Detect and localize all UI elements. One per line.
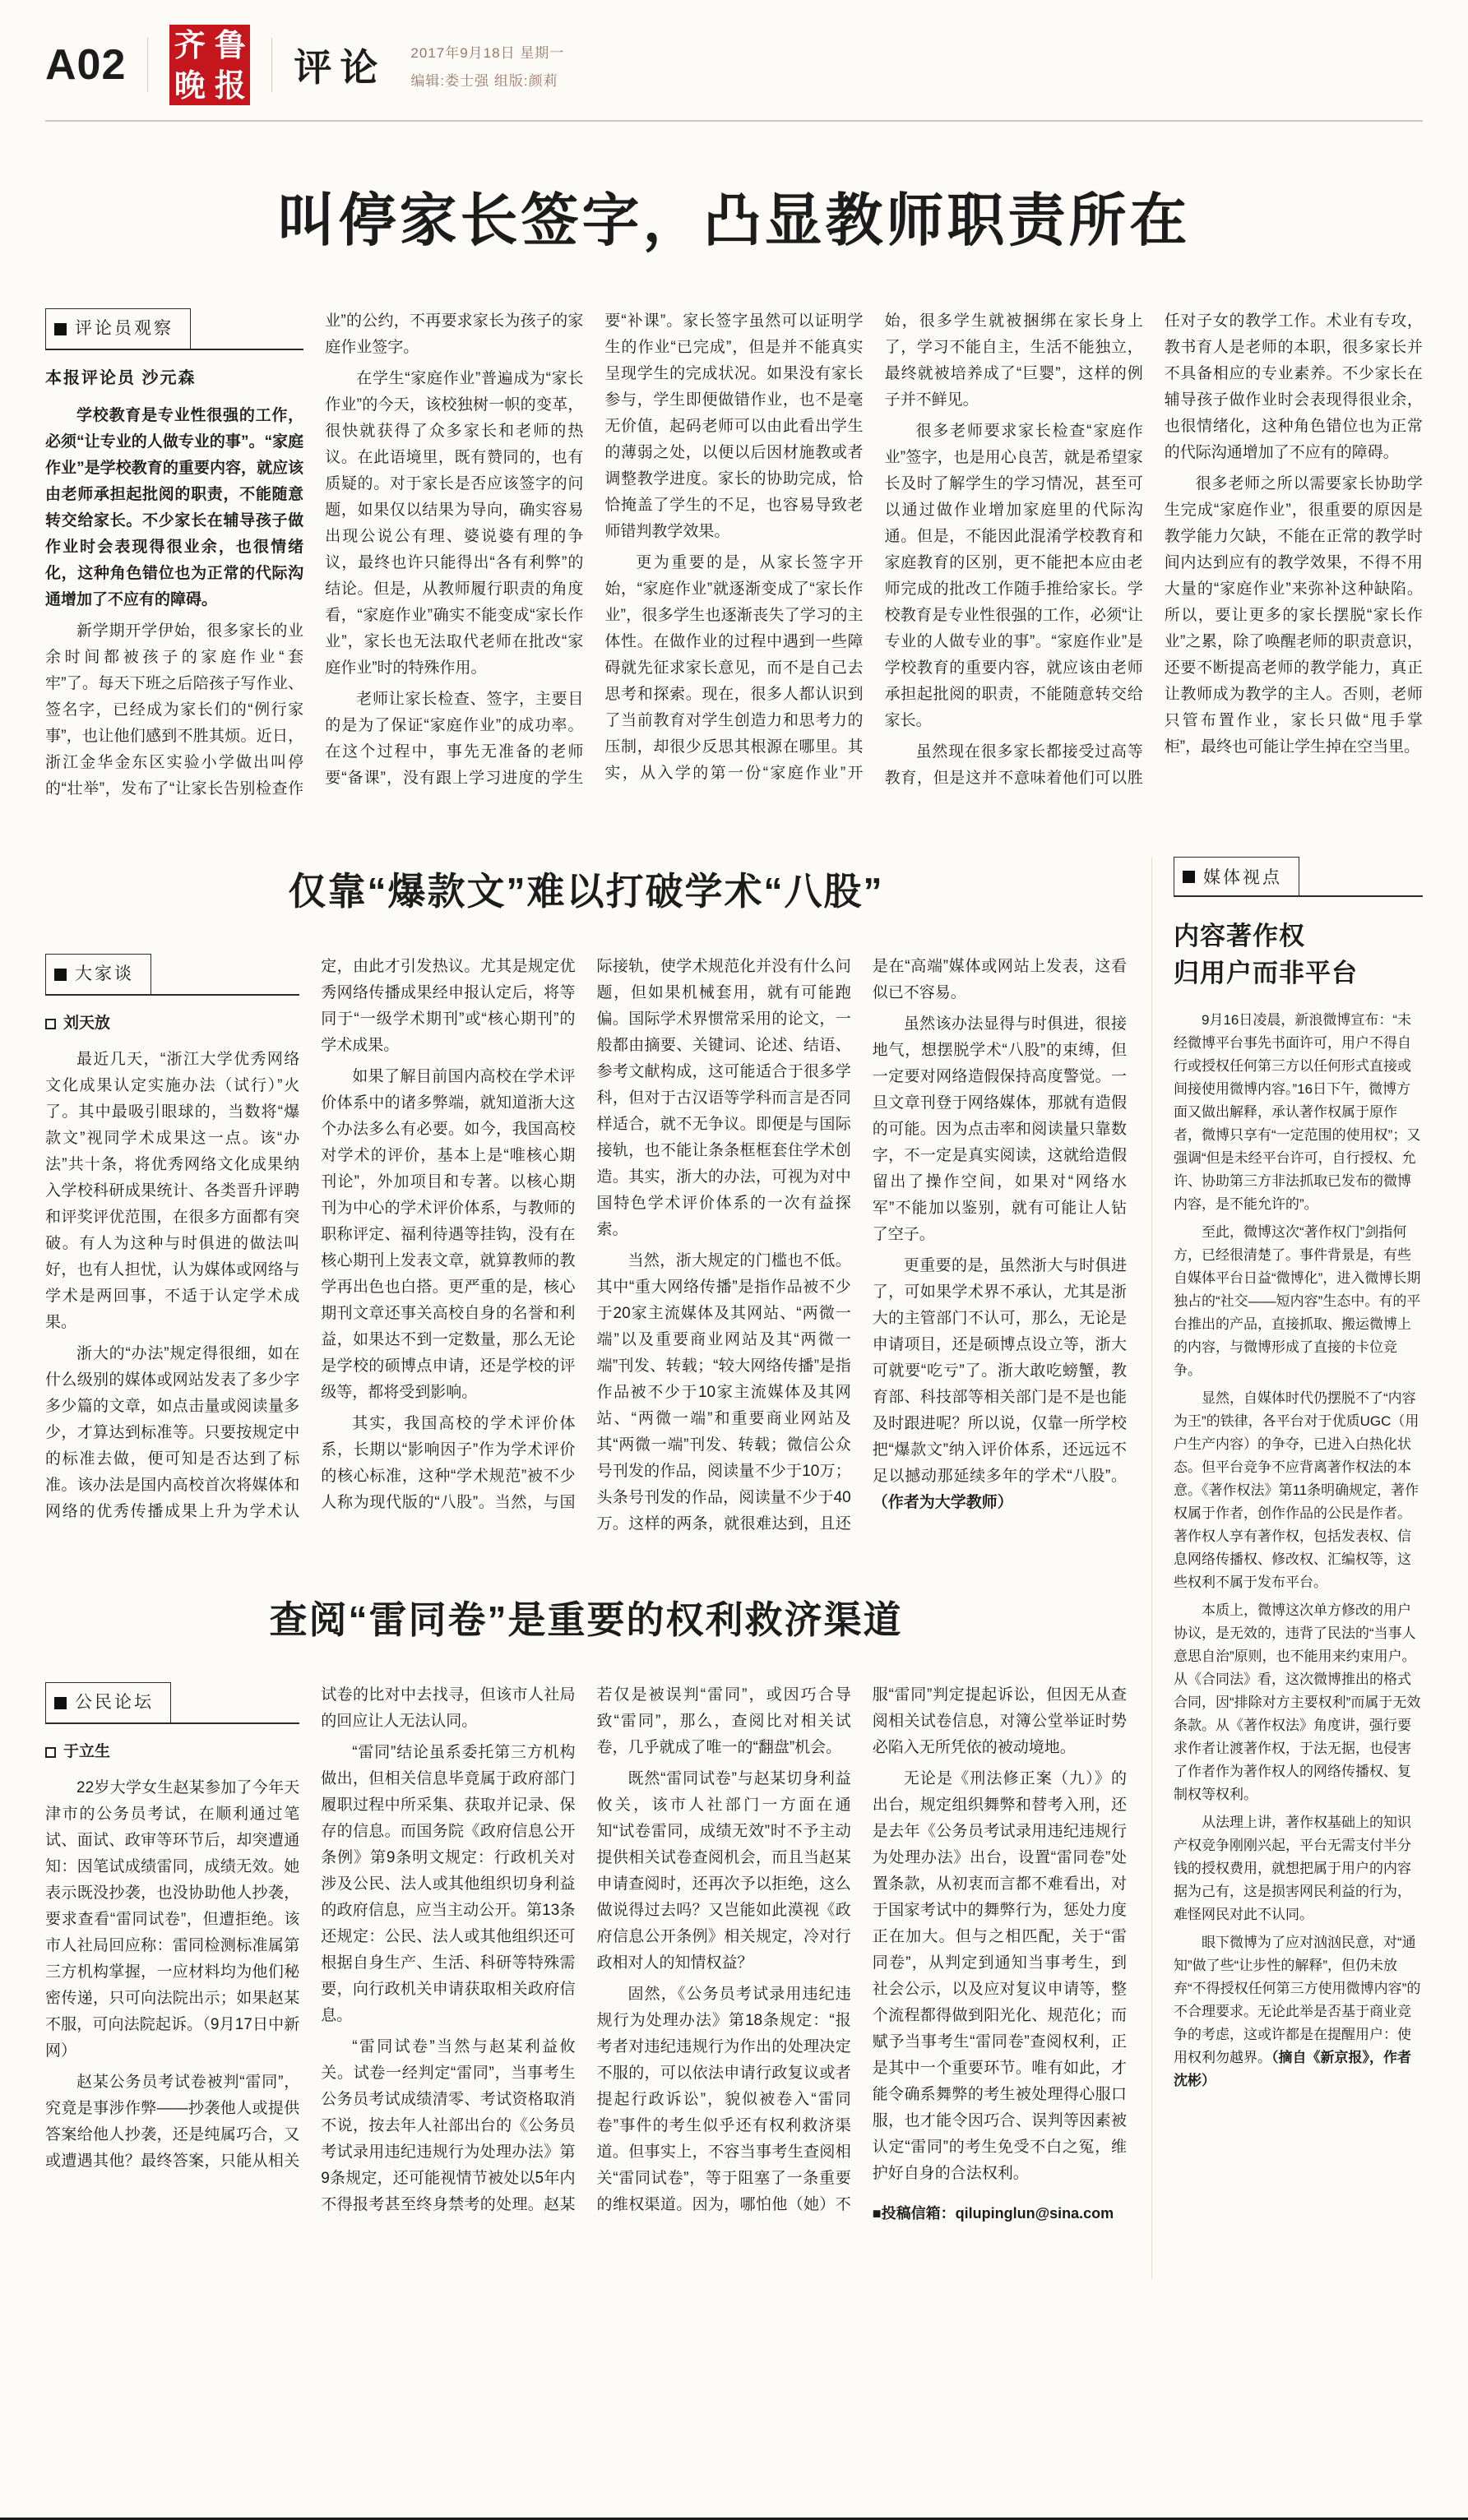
header-divider bbox=[147, 38, 148, 92]
main-column-area bbox=[45, 857, 1127, 2279]
author-name: 于立生 bbox=[63, 1743, 111, 1760]
body-paragraph: 新学期开学伊始，很多家长的业余时间都被孩子的家庭作业“套牢”了。每天下班之后陪孩子写作业、签名字，已经成为家长们的“例行家事”，也让他们感到不胜其烦。近日，浙江金华金东区实验小学做出叫停的“壮举”，发布了“让家长告别检查作业”的公约，不再要求家长为孩子的家庭作业签字。 bbox=[45, 312, 584, 798]
sidebar-title-line1: 内容著作权 bbox=[1174, 922, 1305, 950]
article-2-body bbox=[45, 954, 1127, 1537]
body-paragraph: 无论是《刑法修正案（九）》的出台，规定组织舞弊和替考入刑，还是去年《公务员考试录用违纪违规行为处理办法》出台，设置“雷同卷”处置条款，从初衷而言都不难看出，对于国家考试中的舞弊行为，惩处力度正在加大。但与之相匹配，关于“雷同卷”，从判定到通知当事考生，到社会公示，以及应对复议申请等，整个流程都得做到阳光化、规范化；而赋予当事考生“雷同卷”查阅权利，正是其中一个重要环节。唯有如此，才能令确系舞弊的考生被处理得心服口服，也才能令因巧合、误判等因素被认定“雷同”的考生免受不白之冤，维护好自身的合法权利。 bbox=[872, 1770, 1127, 2182]
header-divider bbox=[271, 38, 272, 92]
body-paragraph: 赵某公务员考试卷被判“雷同”，究竟是事涉作弊——抄袭他人或提供答案给他人抄袭，还是纯属巧合，又或遭遇其他？最终答案，只能从相关试卷的比对中去找寻，但该市人社局的回应让人无法认同。 bbox=[45, 1686, 576, 2170]
body-paragraph: 本质上，微博这次单方修改的用户协议，是无效的，违背了民法的“当事人意思自治”原则，也不能用来约束用户。从《合同法》看，这次微博推出的格式合同，因“排除对方主要权利”而属于无效条款。从《著作权法》角度讲，强行要求作者让渡著作权，于法无据，也侵害了作者作为著作权人的网络传播权、复制权等权利。 bbox=[1174, 1602, 1421, 1802]
body-paragraph: 最近几天，“浙江大学优秀网络文化成果认定实施办法（试行）”火了。其中最吸引眼球的，当数将“爆款文”视同学术成果这一点。该“办法”共十条，将优秀网络文化成果纳入学校科研成果统计、各类晋升评聘和评奖评优范围，在很多方面都有突破。有人为这种与时俱进的做法叫好，也有人担忧，认为媒体或网络与学术是两回事，不适于认定学术成果。 bbox=[45, 1051, 300, 1331]
article-1-headline: 叫停家长签字，凸显教师职责所在 bbox=[277, 188, 1191, 252]
body-paragraph: 既然“雷同试卷”与赵某切身利益攸关，该市人社部门一方面在通知“试卷雷同，成绩无效”时不予主动提供相关试卷查阅机会，而且当赵某申请查阅时，还再次予以拒绝，这么做说得过去吗？又岂能如此漠视《政府信息公开条例》相关规定，冷对行政相对人的知情权益？ bbox=[596, 1770, 851, 1972]
body-paragraph: “雷同”结论虽系委托第三方机构做出，但相关信息毕竟属于政府部门履职过程中所采集、获取并记录、保存的信息。而国务院《政府信息公开条例》第9条明文规定：行政机关对涉及公民、法人或其他组织切身利益的政府信息，应当主动公开。第13条还规定：公民、法人或其他组织还可根据自身生产、生活、科研等特殊需要，向行政机关申请获取相关政府信息。 bbox=[321, 1744, 576, 2024]
article-3-label-row bbox=[45, 1682, 299, 1724]
body-paragraph: 22岁大学女生赵某参加了今年天津市的公务员考试，在顺利通过笔试、面试、政审等环节后，却突遭通知：因笔试成绩雷同，成绩无效。她表示既没抄袭，也没协助他人抄袭，要求查看“雷同试卷”，但遭拒绝。该市人社局回应称：雷同检测标准属第三方机构掌握，一应材料均为他们秘密传递，只可向法院出示；如果赵某不服，可向法院起诉。（9月17日中新网） bbox=[45, 1779, 300, 2060]
article-2-label-box bbox=[45, 954, 151, 994]
page-number: A02 bbox=[45, 41, 127, 89]
sidebar-section-label: 媒体视点 bbox=[1203, 868, 1282, 887]
body-paragraph: 至此，微博这次“著作权门”剑指何方，已经很清楚了。事件背景是，有些自媒体平台日益“微博化”，进入微博长期独占的“社交——短内容”生态中。有的平台推出的产品，直接抓取、搬运微博上的内容，与微博形成了直接的卡位竞争。 bbox=[1174, 1223, 1421, 1378]
body-paragraph-text: 眼下微博为了应对汹汹民意，对“通知”做了些“让步性的解释”，但仍未放弃“不得授权任何第三方使用微博内容”的不合理要求。无论此举是否基于商业竞争的考虑，这或许都是在提醒用户：使用权利勿越界。 bbox=[1174, 1934, 1421, 2065]
masthead-char: 鲁 bbox=[214, 25, 246, 63]
body-paragraph: 虽然现在很多家长都接受过高等教育，但是这并不意味着他们可以胜任对子女的教学工作。术业有专攻，教书育人是老师的本职，很多家长并不具备相应的专业素养。不少家长在辅导孩子做作业时会表现得很业余，也很情绪化，这种角色错位也为正常的代际沟通增加了不应有的障碍。 bbox=[884, 312, 1423, 787]
article-1-section-label: 评论员观察 bbox=[75, 319, 174, 338]
date-text: 2017年9月18日 星期一 bbox=[410, 44, 565, 61]
body-paragraph: 当然，浙大规定的门槛也不低。其中“重大网络传播”是指作品被不少于20家主流媒体及其网站、“两微一端”以及重要商业网站及其“两微一端”刊发、转载；“较大网络传播”是指作品被不少于10家主流媒体及其网站、“两微一端”和重要商业网站及其“两微一端”刊发、转载；微信公众号刊发的作品，阅读量不少于10万；头条号刊发的作品，阅读量不少于40万。这样的两条，就很难达到，且还是在“高端”媒体或网站上发表，这看似已不容易。 bbox=[596, 958, 1127, 1533]
masthead-char: 齐 bbox=[174, 25, 206, 63]
body-paragraph: 从法理上讲，著作权基础上的知识产权竞争刚刚兴起，平台无需支付半分钱的授权费用，就想把属于用户的内容据为己有，这是损害网民利益的行为，难怪网民对此不认同。 bbox=[1174, 1814, 1411, 1922]
body-paragraph: 9月16日凌晨，新浪微博宣布：“未经微博平台事先书面许可，用户不得自行或授权任何第三方以任何形式直接或间接使用微博内容。”16日下午，微博方面又做出解释，承认著作权属于原作者，微博只享有“一定范围的使用权”；又强调“但是未经平台许可，自行授权、允许、协助第三方非法抓取已发布的微博内容，是不能允许的”。 bbox=[1174, 1011, 1421, 1212]
article-2-section-label: 大家谈 bbox=[75, 964, 134, 983]
article-1-label-box bbox=[45, 308, 191, 349]
article-1-byline: 本报评论员 沙元森 bbox=[45, 369, 197, 387]
submission-email: ■投稿信箱：qilupinglun@sina.com bbox=[872, 2205, 1114, 2222]
article-3-body bbox=[45, 1682, 1127, 2226]
article-2 bbox=[45, 862, 1127, 1537]
author-note: （作者为大学教师） bbox=[872, 1494, 1013, 1511]
masthead-logo bbox=[169, 25, 250, 105]
sidebar-title-line2: 归用户而非平台 bbox=[1174, 958, 1358, 987]
sidebar-title bbox=[1174, 918, 1423, 992]
lower-region bbox=[45, 857, 1423, 2279]
body-paragraph: 如果了解目前国内高校在学术评价体系中的诸多弊端，就知道浙大这个办法多么有必要。如今，我国高校对学术的评价，基本上是“唯核心期刊论”，外加项目和专著。以核心期刊为中心的学术评价体系，与教师的职称评定、福利待遇等挂钩，没有在核心期刊上发表文章，就算教师的教学再出色也白搭。更严重的是，核心期刊文章还事关高校自身的名誉和利益，如果达不到一定数量，那么无论是学校的硕博点申请，还是学校的评级等，都将受到影响。 bbox=[321, 1068, 576, 1401]
label-square-icon bbox=[54, 969, 67, 981]
article-3 bbox=[45, 1590, 1127, 2226]
masthead-char: 报 bbox=[214, 66, 246, 104]
body-paragraph: 其实，我国高校的学术评价体系，长期以“影响因子”作为学术评价的核心标准，这种“学术规范”被不少人称为现代版的“八股”。当然，与国际接轨，使学术规范化并没有什么问题，但如果机械套用，就有可能跑偏。国际学术界惯常采用的论文，一般都由摘要、关键词、论述、结语、参考文献构成，这可能适合于很多学科，但对于古汉语等学科而言是否同样适合，就不无争议。即便是与国际接轨，也不能让条条框框套住学术创造。其实，浙大的办法，可视为对中国特色学术评价体系的一次有益探索。 bbox=[321, 958, 851, 1511]
body-paragraph: “雷同试卷”当然与赵某利益攸关。试卷一经判定“雷同”，当事考生公务员考试成绩清零、考试资格取消不说，按去年人社部出台的《公务员考试录用违纪违规行为处理办法》第9条规定，还可能视情节被处以5年内不得报考甚至终身禁考的处理。赵某若仅是被误判“雷同”，或因巧合导致“雷同”，那么，查阅比对相关试卷，几乎就成了唯一的“翻盘”机会。 bbox=[321, 1686, 851, 2213]
body-paragraph: 显然，自媒体时代仍摆脱不了“内容为王”的铁律，各平台对于优质UGC（用户生产内容）的争夺，已进入白热化状态。但平台竞争不应背离著作权法的本意。《著作权法》第11条明确规定，著作权属于作者，创作作品的公民是作者。著作权人享有著作权，包括发表权、信息网络传播权、修改权、汇编权等，这些权利不属于发布平台。 bbox=[1174, 1389, 1419, 1590]
date-block bbox=[410, 41, 564, 90]
article-2-headline: 仅靠“爆款文”难以打破学术“八股” bbox=[288, 870, 884, 913]
article-3-headline: 查阅“雷同卷”是重要的权利救济渠道 bbox=[269, 1598, 903, 1641]
label-square-icon bbox=[1183, 871, 1195, 883]
sidebar-label-row bbox=[1174, 857, 1423, 897]
masthead-char: 晚 bbox=[174, 66, 206, 104]
body-paragraph: 浙大的“办法”规定得很细，如在什么级别的媒体或网站发表了多少字多少篇的文章，如点击量或阅读量多少，才算达到标准等。只要按规定中的标准去做，便可知是否达到了标准。该办法是国内高校首次将媒体和网络的优秀传播成果上升为学术认定，由此才引发热议。尤其是规定优秀网络传播成果经申报认定后，将等同于“一级学术期刊”或“核心期刊”的学术成果。 bbox=[45, 958, 576, 1520]
article-2-label-row bbox=[45, 954, 299, 996]
body-paragraph: 老师让家长检查、签字，主要目的是为了保证“家庭作业”的成功率。在这个过程中，事先无准备的老师要“备课”，没有跟上学习进度的学生要“补课”。家长签字虽然可以证明学生的作业“已完成”，但是并不能真实呈现学生的完成状况。如果没有家长参与，学生即便做错作业，也不是毫无价值，起码老师可以由此看出学生的薄弱之处，以便以后因材施教或者调整教学进度。家长的协助完成，恰恰掩盖了学生的不足，也容易导致老师错判教学效果。 bbox=[325, 312, 864, 787]
page-header bbox=[45, 21, 1423, 122]
author-name: 刘天放 bbox=[63, 1015, 111, 1032]
body-paragraph bbox=[1174, 1931, 1423, 2092]
editors-text: 编辑:娄士强 组版:颜莉 bbox=[410, 72, 558, 89]
body-paragraph: 在学生“家庭作业”普遍成为“家长作业”的今天，该校独树一帜的变革，很快就获得了众多家长和老师的热议。在此语境里，既有赞同的，也有质疑的。对于家长是否应该签字的问题，如果仅以结果为导向，确实容易出现公说公有理、婆说婆有理的争议，最终也许只能得出“各有利弊”的结论。但是，从教师履行职责的角度看，“家庭作业”确实不能变成“家长作业”，家长也无法取代老师在批改“家庭作业”时的特殊作用。 bbox=[325, 370, 584, 677]
source-note: （摘自《新京报》，作者沈彬） bbox=[1174, 2049, 1411, 2088]
article-3-label-box bbox=[45, 1682, 171, 1722]
section-title: 评论 bbox=[294, 46, 387, 89]
body-paragraph-text: 更重要的是，虽然浙大与时俱进了，可如果学术界不承认，尤其是浙大的主管部门不认可，那么，无论是申请项目，还是硕博点设立等，浙大可就要“吃亏”了。浙大敢吃螃蟹，教育部、科技部等相关部门是不是也能及时跟进呢？所以说，仅靠一所学校把“爆款文”纳入评价体系，还远远不足以撼动那延续多年的学术“八股”。 bbox=[872, 1257, 1127, 1485]
body-paragraph bbox=[873, 1253, 1127, 1516]
article-1-lead-paragraph: 学校教育是专业性很强的工作，必须“让专业的人做专业的事”。“家庭作业”是学校教育的重要内容，就应该由老师承担起批阅的职责，不能随意转交给家长。不少家长在辅导孩子做作业时会表现得很业余，也很情绪化，这种角色错位也为正常的代际沟通增加了不应有的障碍。 bbox=[45, 407, 304, 608]
body-paragraph: 很多老师要求家长检查“家庭作业”签字，也是用心良苦，就是希望家长及时了解学生的学习情况，甚至可以通过做作业增加家庭里的代际沟通。但是，不能因此混淆学校教育和家庭教育的区别，更不能把本应由老师完成的批改工作随手推给家长。学校教育是专业性很强的工作，必须“让专业的人做专业的事”。“家庭作业”是学校教育的重要内容，就应该由老师承担起批阅的职责，不能随意转交给家长。 bbox=[884, 423, 1143, 729]
body-paragraph: 固然，《公务员考试录用违纪违规行为处理办法》第18条规定：“报考者对违纪违规行为作出的处理决定不服的，可以依法申请行政复议或者提起行政诉讼”，貌似被卷入“雷同卷”事件的考生似乎还有权利救济渠道。但事实上，不容当事考生查阅相关“雷同试卷”，等于阻塞了一条重要的维权渠道。因为，哪怕他（她）不服“雷同”判定提起诉讼，但因无从查阅相关试卷信息，对簿公堂举证时势必陷入无所凭依的被动境地。 bbox=[596, 1686, 1127, 2213]
article-1-label-row bbox=[45, 308, 303, 350]
body-paragraph: 虽然该办法显得与时俱进，很接地气，想摆脱学术“八股”的束缚，但一定要对网络造假保持高度警觉。一旦文章刊登于网络媒体，那就有造假的可能。因为点击率和阅读量只靠数字，不一定是真实阅读，这就给造假留出了操作空间，如果对“网络水军”不能加以鉴别，就有可能让人钻了空子。 bbox=[872, 1015, 1127, 1243]
body-paragraph: 很多老师之所以需要家长协助学生完成“家庭作业”，很重要的原因是教学能力欠缺，不能在正常的教学时间内达到应有的教学效果，不得不用大量的“家庭作业”来弥补这种缺陷。所以，要让更多的家长摆脱“家长作业”之累，除了唤醒老师的职责意识，还要不断提高老师的教学能力，真正让教师成为教学的主人。否则，老师只管布置作业，家长只做“甩手掌柜”，最终也可能让学生掉在空当里。 bbox=[1164, 475, 1423, 756]
label-square-icon bbox=[54, 1697, 67, 1709]
sidebar-label-box bbox=[1174, 857, 1299, 895]
article-3-author bbox=[45, 1739, 299, 1765]
article-2-author bbox=[45, 1010, 299, 1037]
author-square-icon bbox=[45, 1747, 56, 1758]
media-viewpoint-sidebar bbox=[1151, 857, 1423, 2279]
author-square-icon bbox=[45, 1019, 56, 1029]
article-1-body bbox=[45, 308, 1423, 802]
label-square-icon bbox=[54, 323, 67, 335]
body-paragraph: 更为重要的是，从家长签字开始，“家庭作业”就逐渐变成了“家长作业”，很多学生也逐渐丧失了学习的主体性。在做作业的过程中遇到一些障碍就先征求家长意见，而不是自己去思考和探索。现在，很多人都认识到了当前教育对学生创造力和思考力的压制，却很少反思其根源在哪里。其实，从入学的第一份“家庭作业”开始，很多学生就被捆绑在家长身上了，学习不能自主，生活不能独立，最终就被培养成了“巨婴”，这样的例子并不鲜见。 bbox=[604, 312, 1143, 782]
article-3-section-label: 公民论坛 bbox=[75, 1693, 154, 1712]
